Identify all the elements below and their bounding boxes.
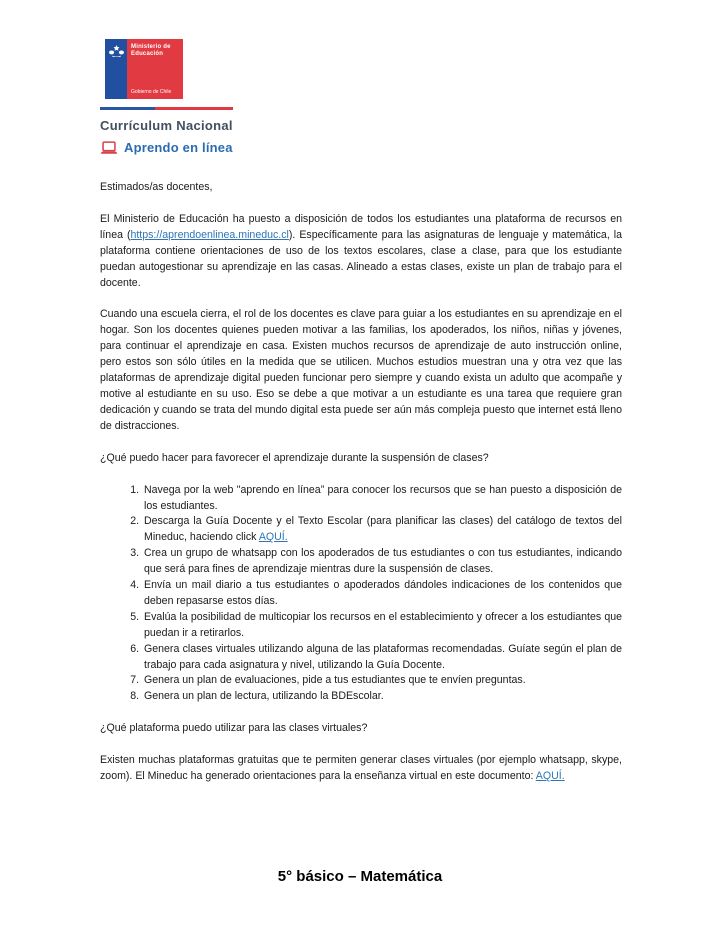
greeting: Estimados/as docentes, — [100, 181, 213, 193]
government-label: Gobierno de Chile — [131, 89, 172, 95]
list-item-3-text: Crea un grupo de whatsapp con los apoderados de tus estudiantes o con tus estudiantes, indicando que será para fines de aprendizaje mientras dure la suspensión de clases. — [144, 547, 622, 576]
list-item-1-text: Navega por la web "aprendo en línea” para conocer los recursos que se han puesto a disposición de los estudiantes. — [144, 483, 622, 512]
list-item-3 — [142, 546, 622, 578]
brand-header — [100, 39, 233, 155]
paragraph-platforms — [100, 753, 622, 785]
paragraph-teacher-role: Cuando una escuela cierra, el rol de los docentes es clave para guiar a los estudiantes en su aprendizaje en el hogar. Son los docentes quienes pueden motivar a las familias, los apoderados, los niños, niñas y jóvenes, para continuar el aprendizaje en casa. Existen muchos recursos de aprendizaje de auto instrucción online, pero estos son sólo útiles en la medida que se utilicen. Muchos estudios muestran una y otra vez que las plataformas de aprendizaje digital pueden funcionar pero siempre y cuando exista un adulto que acompañe y motive al estudiante en su uso. Eso se debe a que motivar a un estudiante es una tarea que requiere gran dedicación y cuando se trata del mundo digital esta puede ser aún más compleja puesto que internet está lleno de distracciones. — [100, 308, 622, 432]
aqui-link-orientations[interactable]: AQUÍ. — [535, 770, 565, 783]
list-item-4-text: Envía un mail diario a tus estudiantes o apoderados dándoles indicaciones de los contenidos que deben repasarse estos días. — [144, 579, 622, 607]
list-item-8 — [142, 689, 622, 705]
paragraph-intro-post: ). Específicamente para las asignaturas de lenguaje y matemática, la plataforma contiene orientaciones de uso de los textos escolares, clase a clase, para que los estudiante puedan autogestionar su aprendizaje en las casas. Alineado a estas clases, existe un plan de trabajo para el docente. — [100, 228, 622, 289]
list-item-5-text: Evalúa la posibilidad de multicopiar los recursos en el establecimiento y ofrecer a los estudiantes que puedan ir a retirarlos. — [144, 610, 622, 639]
list-item-2 — [142, 514, 622, 546]
aprendo-en-linea-title: Aprendo en línea — [124, 140, 233, 155]
list-item-6-text: Genera clases virtuales utilizando alguna de las plataformas recomendadas. Guíate según el plan de trabajo para cada asignatura y nivel, utilizando la Guía Docente. — [144, 642, 622, 671]
divider-blue-segment — [100, 107, 155, 110]
list-item-5 — [142, 610, 622, 642]
curriculum-nacional-title: Currículum Nacional — [100, 118, 233, 133]
question-suspension: ¿Qué puedo hacer para favorecer el aprendizaje durante la suspensión de clases? — [100, 451, 489, 464]
logo-flag-blue — [105, 39, 127, 99]
list-item-4 — [142, 578, 622, 610]
course-subject-title: 5° básico – Matemática — [277, 868, 443, 885]
ministry-name-line2: Educación — [131, 51, 164, 57]
letter-body — [100, 180, 622, 801]
mineduc-logo — [105, 39, 183, 99]
list-item-8-text: Genera un plan de lectura, utilizando la BDEscolar. — [144, 690, 384, 703]
aprendoenlinea-url-link[interactable]: https://aprendoenlinea.mineduc.cl — [130, 228, 289, 241]
paragraph-platforms-pre: Existen muchas plataformas gratuitas que te permiten generar clases virtuales (por ejemplo whatsapp, skype, zoom). El Mineduc ha generado orientaciones para la enseñanza virtual en este documento: — [100, 754, 622, 783]
page-footer — [0, 868, 720, 885]
divider-red-segment — [155, 107, 233, 110]
list-item-7 — [142, 673, 622, 689]
laptop-icon — [100, 141, 118, 155]
suggestions-list — [100, 483, 622, 706]
paragraph-intro-pre: El Ministerio de Educación ha puesto a disposición de todos los estudiantes una plataforma de recursos en línea ( — [100, 212, 622, 241]
coat-of-arms-icon — [108, 44, 125, 59]
logo-flag-red — [127, 39, 183, 99]
ministry-name-line1: Ministerio de — [131, 44, 171, 50]
flag-divider — [100, 107, 233, 110]
platform-row — [100, 140, 233, 155]
list-item-7-text: Genera un plan de evaluaciones, pide a tus estudiantes que te envíen preguntas. — [144, 674, 526, 687]
aqui-link-catalog[interactable]: AQUÍ. — [258, 531, 288, 544]
question-platform: ¿Qué plataforma puedo utilizar para las clases virtuales? — [100, 722, 368, 735]
list-item-1 — [142, 483, 622, 515]
list-item-2-text: Descarga la Guía Docente y el Texto Escolar (para planificar las clases) del catálogo de textos del Mineduc, haciendo click — [144, 515, 622, 544]
list-item-6 — [142, 642, 622, 674]
paragraph-intro — [100, 212, 622, 292]
